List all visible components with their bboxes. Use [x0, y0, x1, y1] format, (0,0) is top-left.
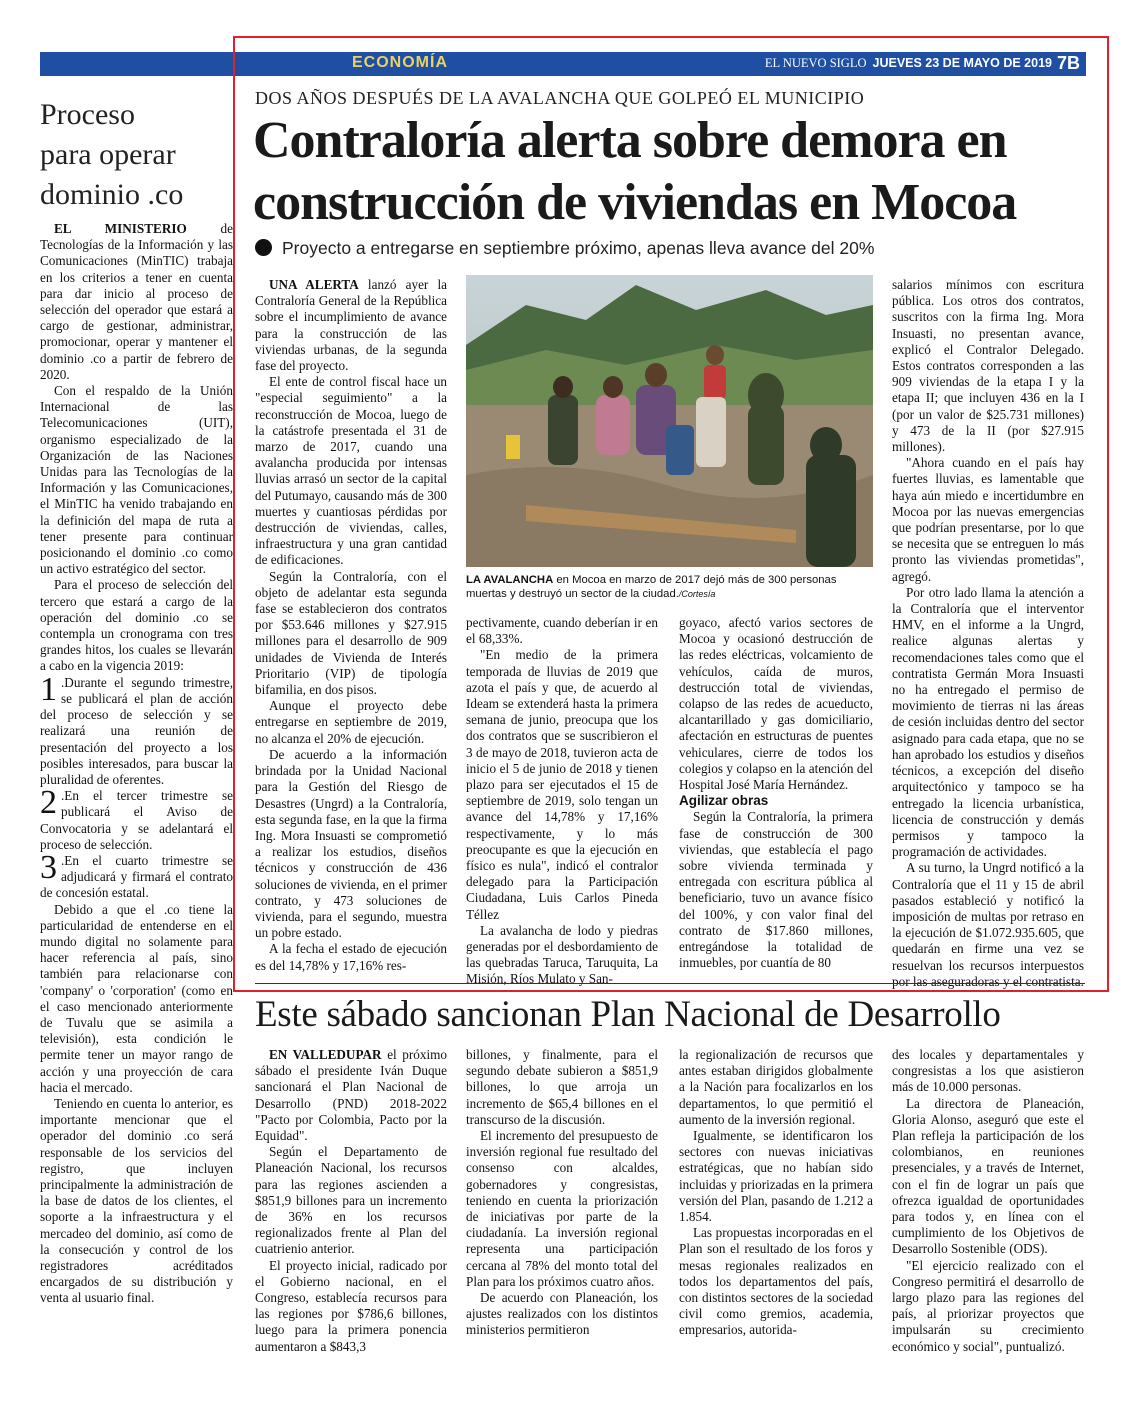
left-article-title: [40, 95, 233, 215]
paragraph-text: el próximo sábado el presidente Iván Duque sancionará el Plan Nacional de Desarrollo (PND) 2018-2022 "Pacto por Colombia, Pacto por la Equidad".: [255, 1047, 447, 1144]
section-name: ECONOMÍA: [352, 54, 448, 71]
caption-text: en Mocoa en marzo de 2017 dejó más de 300 personas muertas y destruyó un sector de la ciudad.: [466, 574, 837, 600]
second-article-headline: Este sábado sancionan Plan Nacional de Desarrollo: [255, 994, 1001, 1035]
photo-credit: /Cortesía: [678, 589, 716, 599]
paragraph: Para el proceso de selección del tercero que estará a cargo de la operación del dominio .co se contempla un cronograma con tres grandes hitos, los cuales se llevarán a cabo en la vigencia 2019:: [40, 577, 233, 674]
main-article-column-3: [679, 615, 873, 971]
paragraph-text: de Tecnologías de la Información y las Comunicaciones (MinTIC) trabaja en los criterios a tener en cuenta para dar inicio al proceso de selección del operador que estará a cargo de gestionar, administrar, promocionar, operar y mantener el dominio .co a partir de febrero de 2020.: [40, 221, 233, 382]
milestone-text: .En el tercer trimestre se publicará el Aviso de Convocatoria y se adelantará el proceso de selección.: [40, 788, 233, 852]
paragraph: Las propuestas incorporadas en el Plan son el resultado de los foros y mesas regionales realizados en todos los departamentos del país, con distintos sectores de la sociedad civil como gremios, academia, empresarios, autorida-: [679, 1225, 873, 1338]
paragraph: De acuerdo a la información brindada por la Unidad Nacional para la Gestión del Riesgo de Desastres (Ungrd) a la Contraloría, esta segunda fase, en la que la firma Ing. Mora Insuasti se comprometió a realizar los estudios, diseños técnicos y construcción de 436 soluciones de vivienda, en el primer contrato, y 473 soluciones de vivienda, para el segundo, muestra un pobre estado.: [255, 746, 447, 941]
newspaper-name: EL NUEVO SIGLO: [764, 56, 867, 70]
second-article-column-2: [466, 1047, 658, 1339]
paragraph: goyaco, afectó varios sectores de Mocoa y ocasionó destrucción de las redes eléctricas, volcamiento de vehículos, caída de muros, destrucción total de viviendas, colapso de las redes de acueducto, alcantarillado y gas domiciliario, afectación en estructuras de puentes vehiculares, cierre de todos los colegios y colapso en la atención del Hospital José María Hernández.: [679, 615, 873, 793]
bullet-icon: [255, 239, 272, 256]
paragraph: El proyecto inicial, radicado por el Gobierno nacional, en el Congreso, establecía recursos para las regiones por $786,6 billones, luego para la primera ponencia aumentaron a $843,3: [255, 1257, 447, 1354]
second-article-column-3: [679, 1047, 873, 1339]
issue-date: JUEVES 23 DE MAYO DE 2019: [872, 56, 1052, 70]
paragraph: A su turno, la Ungrd notificó a la Contraloría que el 11 y 15 de abril pasados estableció y notificó la imposición de multas por retraso en la ejecución de $1.072.935.605, que quedarán en firme una vez se resuelvan los recursos interpuestos por las aseguradoras y el contratista.: [892, 860, 1084, 989]
paragraph: El incremento del presupuesto de inversión regional fue resultado del consenso con alcaldes, gobernadores y congresistas, teniendo en cuenta la priorización de iniciativas por parte de la ciudadanía. La inversión regional representa una participación cercana al 78% del monto total del Plan para los próximos cuatro años.: [466, 1128, 658, 1289]
paragraph: Teniendo en cuenta lo anterior, es importante mencionar que el operador del dominio .co será responsable de los servicios del registro, que incluyen principalmente la administración de la base de datos de los clientes, el soporte a la infraestructura y el mercadeo del dominio, así como de la consecución y control de los registradores acréditados encargados de su distribución y venta al usuario final.: [40, 1095, 233, 1306]
milestone-number: 2: [40, 784, 57, 822]
paragraph: A la fecha el estado de ejecución es del 14,78% y 17,16% res-: [255, 941, 447, 973]
paragraph: des locales y departamentales y congresistas a los que asistieron más de 10.000 personas.: [892, 1047, 1084, 1095]
paragraph: Según la Contraloría, la primera fase de construcción de 300 viviendas, que establecía el pago sobre vivienda terminada y entregada con escritura pública al beneficiario, tuvo un avance físico del 100%, y con valor final del contrato de $17.860 millones, entregándose la totalidad de inmuebles, por cuantía de 80: [679, 809, 873, 971]
subheadline-text: Proyecto a entregarse en septiembre próximo, apenas lleva avance del 20%: [282, 238, 875, 258]
paragraph: pectivamente, cuando deberían ir en el 68,33%.: [466, 615, 658, 647]
milestone-2: [40, 784, 233, 853]
paragraph: billones, y finalmente, para el segundo debate subieron a $851,9 billones, lo que arroja un incremento de $65,4 billones en el transcurso de la discusión.: [466, 1047, 658, 1127]
milestone-1: [40, 670, 233, 788]
milestone-number: 3: [40, 848, 57, 886]
page-number: 7B: [1056, 53, 1080, 73]
paragraph: "En medio de la primera temporada de lluvias de 2019 que azota el país y que, de acuerdo al Ideam se extenderá hasta la primera semana de junio, preocupa que los dos contratos que se suscribieron el 3 de mayo de 2018, tuvieron acta de inicio el 5 de junio de 2018 y tienen plazo para ser ejecutados el 15 de septiembre de 2019, solo tengan un avance del 14,78% y 17,16% respectivamente, y lo más preocupante es que la ejecución en físico es nula", indicó el contralor delegado para la Participación Ciudadana, Luis Carlos Pineda Téllez: [466, 647, 658, 922]
paragraph: Debido a que el .co tiene la particularidad de entenderse en el mundo digital no solamente para hacer referencia al país, sino también para relacionarse con 'company' o 'corporation' (como en el caso mencionado anteriormente de Tuvalu que se asimila a televisión), esta condición le permite tener un mayor rango de acción y una proyección de cara hacia el mercado.: [40, 901, 233, 1095]
paragraph: "El ejercicio realizado con el Congreso permitirá el desarrollo de largo plazo para las regiones del país, al priorizar proyectos que impulsarán su crecimiento económico y social", puntualizó.: [892, 1257, 1084, 1354]
article-kicker: DOS AÑOS DESPUÉS DE LA AVALANCHA QUE GOLPEÓ EL MUNICIPIO: [255, 88, 865, 108]
article-divider: [255, 983, 1085, 984]
avalanche-photo: [466, 275, 873, 567]
paragraph: De acuerdo con Planeación, los ajustes realizados con los distintos ministerios permitieron: [466, 1290, 658, 1338]
milestone-3: [40, 848, 233, 902]
paragraph: La avalancha de lodo y piedras generadas por el desbordamiento de las quebradas Taruca, Taruquita, La Misión, Ríos Mulato y San-: [466, 922, 658, 987]
article-headline: [253, 110, 1103, 234]
paragraph: Según el Departamento de Planeación Nacional, los recursos para las regiones ascienden a $851,9 billones para un incremento de 36% en los recursos regionalizados frente al Plan del cuatrienio anterior.: [255, 1144, 447, 1257]
second-article-column-4: [892, 1047, 1084, 1355]
paragraph-text: lanzó ayer la Contraloría General de la República sobre el incumplimiento de avance para la construcción de las viviendas urbanas, de la segunda fase del proyecto.: [255, 277, 447, 374]
photo-caption: [466, 573, 873, 601]
left-article: [40, 95, 233, 1307]
main-article-column-2: [466, 615, 658, 988]
headline-line: construcción de viviendas en Mocoa: [253, 174, 1017, 231]
second-article-column-1: [255, 1047, 447, 1355]
paragraph: la regionalización de recursos que antes estaban dirigidos globalmente a la Nación para focalizarlos en los departamentos, lo que permitió el aumento de la inversión regional.: [679, 1047, 873, 1127]
lead-in: EN VALLEDUPAR: [269, 1047, 382, 1062]
paragraph: "Ahora cuando en el país hay fuertes lluvias, es lamentable que haya aún miedo e incertidumbre en Mocoa por las nuevas emergencias que podrían presentarse, por lo que se necesita que se entreguen lo más pronto las viviendas prometidas", agregó.: [892, 455, 1084, 584]
paragraph: [255, 277, 447, 374]
paragraph: salarios mínimos con escritura pública. Los otros dos contratos, suscritos con la firma Ing. Mora Insuasti, no presentan avance, explicó el Contralor Delegado. Estos contratos corresponden a las 909 viviendas de la etapa I y la etapa II; que incluyen 436 en la I (por un valor de $25.731 millones) y 473 de la II (por $27.915 millones).: [892, 277, 1084, 455]
paragraph: [255, 1047, 447, 1144]
caption-lead: LA AVALANCHA: [466, 574, 554, 586]
main-article-column-4: [892, 277, 1084, 990]
paragraph: La directora de Planeación, Gloria Alonso, aseguró que este el Plan refleja la participación de los colombianos, en reuniones presenciales, y a través de Internet, con el fin de lograr un país que ofrezca igualdad de oportunidades para todos y, en línea con el cumplimiento de los Objetivos de Desarrollo Sostenible (ODS).: [892, 1095, 1084, 1257]
paragraph: El ente de control fiscal hace un "especial seguimiento" a la reconstrucción de Mocoa, luego de la catástrofe presentada el 31 de marzo de 2017, cuando una avalancha producida por intensas lluvias arrasó un sector de la capital del Putumayo, causando más de 300 muertes y cuantiosas pérdidas por destrucción de viviendas, calles, infraestructura y una gran cantidad de edificaciones.: [255, 374, 447, 568]
paragraph: Con el respaldo de la Unión Internacional de las Telecomunicaciones (UIT), organismo especializado de la Organización de las Naciones Unidas para las Tecnologías de la Información y las Comunicaciones, el MinTIC ha venido trabajando en la definición del mapa de ruta a tener presente para continuar posicionando el dominio .co como un activo estratégico del sector.: [40, 383, 233, 577]
milestone-number: 1: [40, 670, 57, 708]
article-subheadline: [255, 238, 874, 259]
crosshead: Agilizar obras: [679, 793, 769, 809]
main-article-column-1: [255, 277, 447, 974]
lead-in: UNA ALERTA: [269, 277, 359, 292]
title-line: Proceso: [40, 98, 135, 131]
title-line: para operar: [40, 138, 176, 171]
lead-in: EL MINISTERIO: [54, 221, 187, 236]
headline-line: Contraloría alerta sobre demora en: [253, 112, 1007, 169]
paragraph: Aunque el proyecto debe entregarse en septiembre de 2019, no alcanza el 20% de ejecución.: [255, 698, 447, 746]
paragraph: Según la Contraloría, con el objeto de adelantar esta segunda fase se establecieron dos contratos por $53.646 millones y $27.915 millones para el desarrollo de 909 unidades de Vivienda de Interés Prioritario (VIP) de tipología bifamilia, en dos pisos.: [255, 568, 447, 698]
paragraph: Igualmente, se identificaron los sectores con nuevas iniciativas estratégicas, que no habían sido incluidas y priorizadas en la primera versión del Plan, pasando de 1.212 a 1.854.: [679, 1128, 873, 1225]
paragraph: Por otro lado llama la atención a la Contraloría que el interventor HMV, en el informe a la Ungrd, realice algunas alertas y recomendaciones tales como que el contratista Germán Mora Insuasti no ha entregado el permiso de movimiento de tierras ni las áreas de cesión incluidas dentro del sector asignado para cada etapa, que no se han aprobado los estudios y diseños técnicos, a excepción del diseño arquitectónico y tampoco se ha entregado la licencia urbanística, licencia de construcción y demás permisos y tampoco la programación de actividades.: [892, 584, 1084, 860]
milestone-text: .En el cuarto trimestre se adjudicará y firmará el contrato de concesión estatal.: [40, 852, 233, 901]
title-line: dominio .co: [40, 178, 184, 211]
milestone-text: .Durante el segundo trimestre, se publicará el plan de acción del proceso de selección y se realizará una reunión de presentación del proyecto a los posibles interesados, para buscar la pluralidad de oferentes.: [40, 674, 233, 787]
paragraph: [40, 221, 233, 383]
